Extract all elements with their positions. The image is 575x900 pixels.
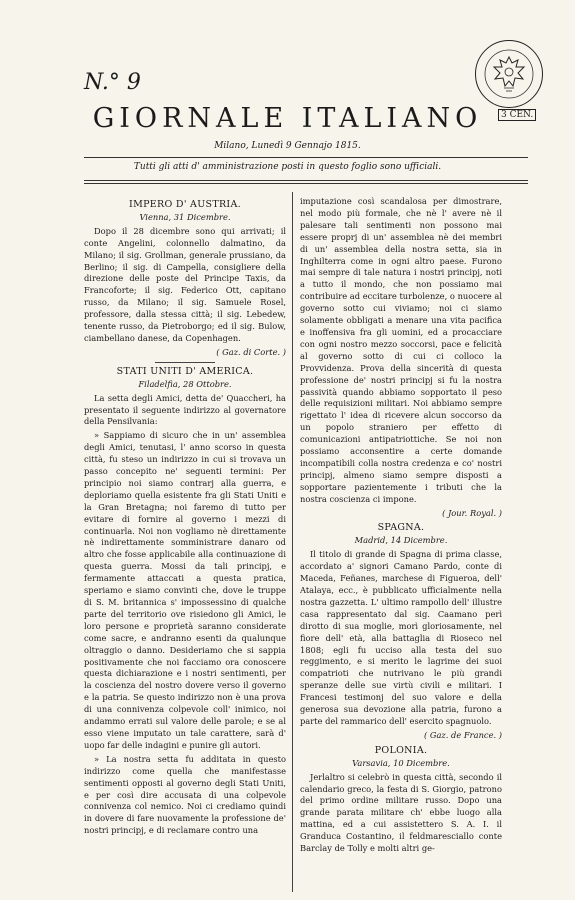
source-spain: ( Gaz. de France. ) bbox=[423, 729, 502, 740]
article-usa-continued: imputazione così scandalosa per dimostrare, nel modo più formale, che nè l' avere nè il palesare tali sentimenti non possono mai essere proprj di un' assemblea nè dei membri di un' assemblea della nostra setta, sia in Inghilterra come in ogni altro paese. Furono mai sempre di tale natura i nostri principj, noti a tutto il mondo, che non possiamo mai contribuire ad eccitare turbolenze, o nuocere al governo sotto cui viviamo; noi ci siamo solamente obbligati a menare una vita pacifica e inoffensiva fra gli uomini, ed a procacciare con ogni nostro mezzo soccorsi, pace e felicità al governo sotto di cui ci colloco la Provvidenza. Prova della sincerità di questa professione de' nostri principj si fu la nostra passività quando abbiamo sopportato il peso delle requisizioni militari. Noi abbiamo sempre rigettato l' idea di ricevere alcun soccorso da un popolo straniero per effetto di comunicazioni antipatriottiche. Se noi non possiamo acconsentire a certe domande incompatibili colla nostra credenza e co' nostri principj, almeno siamo sempre disposti a sopportare pazientemente i tributi che la nostra coscienza ci impone. bbox=[300, 196, 502, 504]
newspaper-title: GIORNALE ITALIANO bbox=[92, 103, 483, 134]
header-rule-top bbox=[84, 157, 528, 158]
right-column bbox=[300, 196, 502, 896]
article-usa-address: » Sappiamo di sicuro che in un' assemblea degli Amici, tenutasi, l' anno scorso in questa città, fu steso un indirizzo in cui si trovava un passo concepito ne' seguenti termini: Per principio noi siamo contrarj alla guerra, e deploriamo quella esistente fra gli Stati Uniti e la Gran Bretagna; noi faremo di tutto per evitare di fornire al governo i mezzi di continuarla. Noi non vogliamo nè direttamente nè indirettamente somministrare danaro od altro che fosse applicabile alla continuazione di questa guerra. Mossi da tali principj, e fermamente attaccati a questa pratica, speriamo e siamo convinti che, dove le truppe di S. M. britannica s' impossessino di qualche parte del territorio ove risiedono gli Amici, le loro persone e proprietà saranno considerate come sacre, e andranno esenti da qualunque oltraggio o danno. Desideriamo che si sappia positivamente che noi facciamo ora conoscere questa dichiarazione e i nostri sentimenti, per la coscienza del nostro dovere verso il governo e la patria. Se questo indirizzo non è una prova di una connivenza colpevole coll' inimico, noi andammo errati sul valore delle parole; e se al esso viene imputato un tale carattere, sarà d' uopo far delle indagini e punire gli autori. bbox=[84, 430, 286, 750]
header-rule-bottom-2 bbox=[84, 183, 528, 184]
dateline-warsaw: Varsavia, 10 Dicembre. bbox=[352, 757, 450, 768]
source-austria: ( Gaz. di Corte. ) bbox=[216, 346, 286, 357]
section-heading-usa: STATI UNITI D' AMERICA. bbox=[116, 365, 254, 377]
article-usa-reply: » La nostra setta fu additata in questo indirizzo come quella che manifestasse sentimenti opposti al governo degli Stati Uniti, e per così dire accusata di una colpevole connivenza col nemico. Noi ci crediamo quindi in dovere di fare nuovamente la professione de' nostri principj, e di reclamare contro una bbox=[84, 753, 286, 836]
official-notice: Tutti gli atti d' amministrazione posti in questo foglio sono ufficiali. bbox=[133, 162, 442, 172]
dateline-philadelphia: Filadelfia, 28 Ottobre. bbox=[138, 378, 232, 389]
dateline: Milano, Lunedì 9 Gennajo 1815. bbox=[214, 141, 361, 151]
left-column bbox=[84, 196, 286, 896]
section-heading-spain: SPAGNA. bbox=[377, 522, 425, 534]
issue-number: N.° 9 bbox=[84, 70, 141, 95]
article-usa-intro: La setta degli Amici, detta de' Quaccheri, ha presentato il seguente indirizzo al governatore della Pensilvania: bbox=[84, 392, 286, 427]
section-heading-poland: POLONIA. bbox=[374, 744, 428, 756]
column-divider bbox=[292, 192, 293, 892]
tax-stamp-seal bbox=[475, 40, 543, 108]
source-usa: ( Jour. Royal. ) bbox=[442, 507, 502, 518]
separator bbox=[155, 362, 215, 363]
header-rule-bottom bbox=[84, 180, 528, 181]
article-austria: Dopo il 28 dicembre sono qui arrivati; il conte Angelini, colonnello dalmatino, da Milano; il sig. Grollman, generale prussiano, da Berlino; il sig. di Campella, consigliere della direzione delle poste del Principe Taxis, da Francoforte; il sig. Federico Ott, capitano russo, da Milano; il sig. Samuele Rosel, professore, dalla stessa città; il sig. Lebedew, tenente russo, da Pietroborgo; ed il sig. Bulow, ciambellano danese, da Copenhagen. bbox=[84, 225, 286, 343]
stamp-value: 3 CEN. bbox=[498, 109, 536, 121]
section-heading-austria: IMPERO D' AUSTRIA. bbox=[129, 199, 241, 210]
eagle-emblem-icon bbox=[483, 48, 535, 100]
dateline-madrid: Madrid, 14 Dicembre. bbox=[354, 535, 448, 546]
article-poland: Jerlaltro si celebrò in questa città, secondo il calendario greco, la festa di S. Giorgio, patrono del primo ordine militare russo. Dopo una grande parata militare ch' ebbe luogo alla mattina, ed a cui assistettero S. A. I. il Granduca Costantino, il feldmaresciallo conte Barclay de Tolly e molti altri ge- bbox=[300, 771, 502, 854]
dateline-vienna: Vienna, 31 Dicembre. bbox=[139, 211, 231, 222]
article-spain: Il titolo di grande di Spagna di prima classe, accordato a' signori Camano Pardo, conte di Maceda, Feñanes, marchese di Figueroa, dell' Atalaya, ecc., è pubblicato ufficialmente nella nostra gazzetta. L' ultimo rampollo dell' illustre casa rappresentato dal sig. Caamano perì dirotto di sua moglie, morì gloriosamente, nel fiore dell' età, alla battaglia di Rioseco nel 1808; egli fu ucciso alla testa del suo reggimento, e si merito le lagrime dei suoi compatrioti che nutrivano le più grandi speranze delle sue virtù civili e militari. I Francesi testimonj del suo valore e della generosa sua devozione alla patria, furono a parte del rammarico dell' esercito spagnuolo. bbox=[300, 549, 502, 726]
